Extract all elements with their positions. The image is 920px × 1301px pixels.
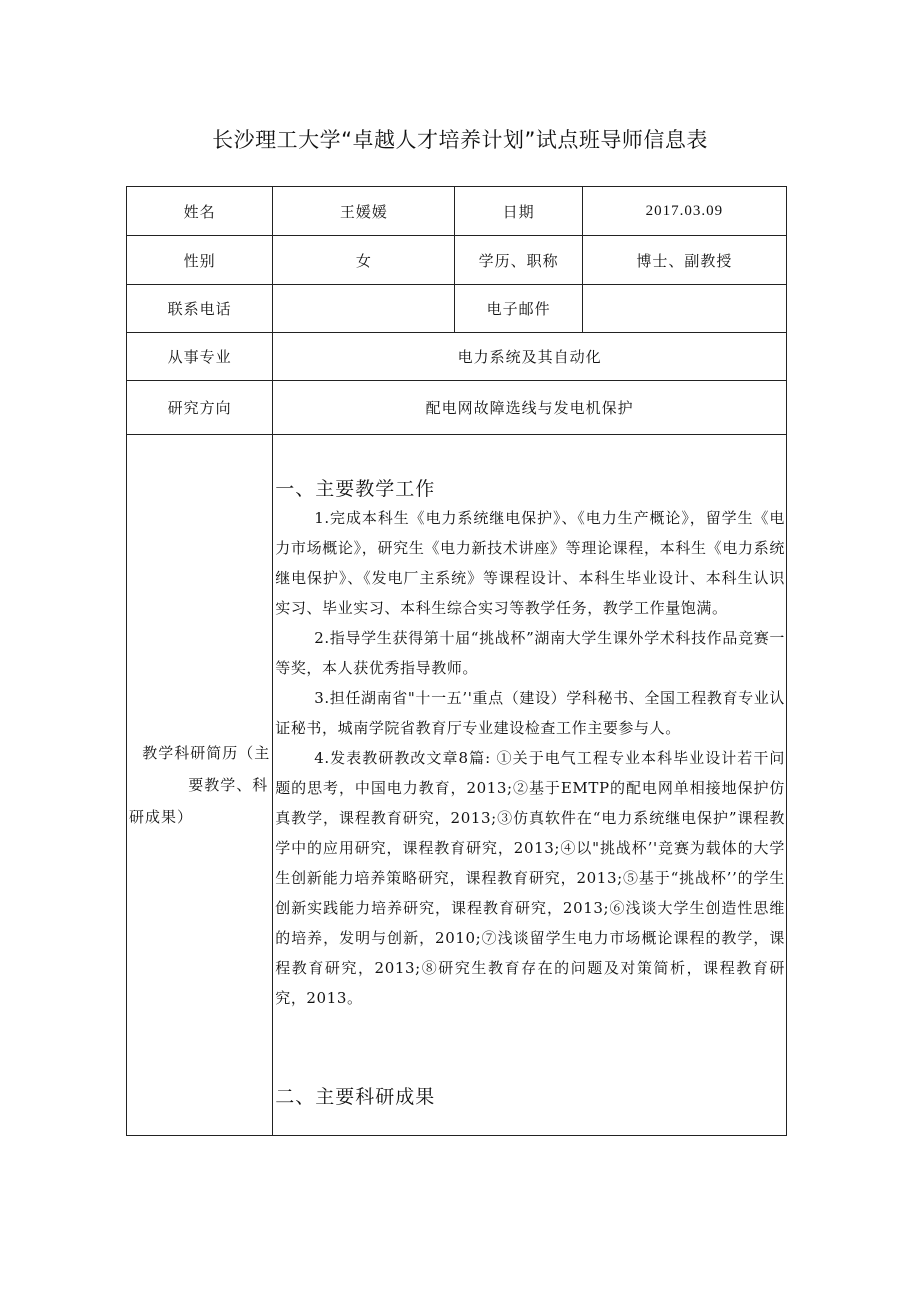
major-value: 电力系统及其自动化: [273, 333, 787, 381]
email-value: [582, 285, 786, 333]
info-table: [126, 186, 787, 1136]
major-label: 从事专业: [127, 333, 273, 381]
resume-label-line-3: 研成果）: [129, 808, 194, 826]
email-label: 电子邮件: [455, 285, 582, 333]
phone-label: 联系电话: [127, 285, 273, 333]
paragraph-1: 1.完成本科生《电力系统继电保护》、《电力生产概论》，留学生《电力市场概论》，研究生《电力新技术讲座》等理论课程，本科生《电力系统继电保护》、《发电厂主系统》等课程设计、本科生毕业设计、本科生认识实习、毕业实习、本科生综合实习等教学任务，教学工作量饱满。: [275, 509, 785, 617]
resume-label-line-2: 要教学、科: [188, 776, 269, 794]
page-title: 长沙理工大学“卓越人才培养计划”试点班导师信息表: [212, 128, 708, 152]
resume-label-line-1: 教学科研简历（主: [142, 744, 271, 762]
phone-value: [273, 285, 455, 333]
table-row: [127, 285, 787, 333]
resume-label: [127, 435, 273, 1136]
research-label: 研究方向: [127, 381, 273, 435]
gender-label: 性别: [127, 236, 273, 285]
table-row: [127, 333, 787, 381]
section-1-heading: 一、主要教学工作: [275, 478, 436, 500]
paragraph-2: 2.指导学生获得第十届“挑战杯”湖南大学生课外学术科技作品竞赛一等奖，本人获优秀指导教师。: [275, 629, 785, 677]
paragraph-3: 3.担任湖南省"十一五’'重点（建设）学科秘书、全国工程教育专业认证秘书，城南学院省教育厅专业建设检查工作主要参与人。: [275, 689, 785, 737]
research-value: 配电网故障选线与发电机保护: [273, 381, 787, 435]
table-row: [127, 435, 787, 1136]
name-value: 王媛媛: [273, 187, 455, 236]
table-row: [127, 187, 787, 236]
gender-value: 女: [273, 236, 455, 285]
table-row: [127, 236, 787, 285]
education-value: 博士、副教授: [582, 236, 786, 285]
table-row: [127, 381, 787, 435]
name-label: 姓名: [127, 187, 273, 236]
resume-content: [273, 435, 787, 1136]
paragraph-4: 4.发表教研教改文章8篇: ①关于电气工程专业本科毕业设计若干问题的思考，中国电力教育，2013;②基于EMTP的配电网单相接地保护仿真教学，课程教育研究，2013;③仿真软件在“电力系统继电保护”课程教学中的应用研究，课程教育研究，2013;④以"挑战杯’'竞赛为载体的大学生创新能力培养策略研究，课程教育研究，2013;⑤基于“挑战杯’’的学生创新实践能力培养研究，课程教育研究，2013;⑥浅谈大学生创造性思维的培养，发明与创新，2010;⑦浅谈留学生电力市场概论课程的教学，课程教育研究，2013;⑧研究生教育存在的问题及对策简析，课程教育研究，2013。: [275, 749, 785, 1007]
section-2-heading: 二、主要科研成果: [275, 1086, 436, 1108]
education-label: 学历、职称: [455, 236, 582, 285]
date-value: 2017.03.09: [582, 187, 786, 236]
date-label: 日期: [455, 187, 582, 236]
